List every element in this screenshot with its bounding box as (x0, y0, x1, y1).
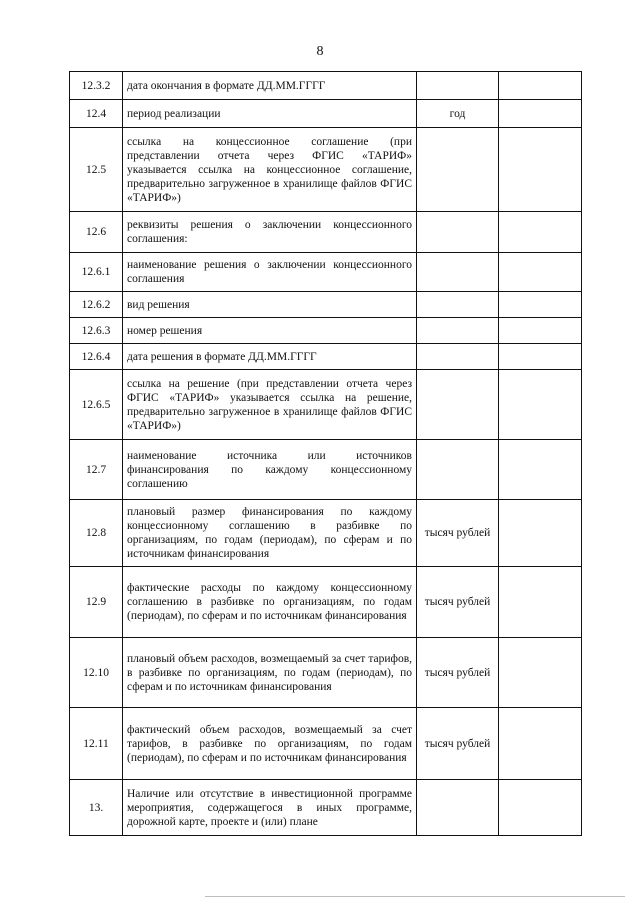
row-value (499, 780, 582, 836)
table-row (70, 72, 582, 100)
row-value (499, 100, 582, 128)
row-number: 12.8 (70, 500, 123, 567)
row-description: реквизиты решения о заключении концессионного соглашения: (123, 212, 417, 253)
row-description: фактический объем расходов, возмещаемый за счет тарифов, в разбивке по организациям, по годам (периодам), по сферам и по источникам финансирования (123, 708, 417, 780)
row-value (499, 638, 582, 708)
table-row (70, 370, 582, 440)
row-unit (417, 318, 499, 344)
row-description: плановый размер финансирования по каждому концессионному соглашению в разбивке по организациям, по годам (периодам), по сферам и по источникам финансирования (123, 500, 417, 567)
row-value (499, 128, 582, 212)
row-description: номер решения (123, 318, 417, 344)
row-number: 12.6 (70, 212, 123, 253)
row-unit (417, 370, 499, 440)
row-description: ссылка на концессионное соглашение (при представлении отчета через ФГИС «ТАРИФ» указывается ссылка на концессионное соглашение, предварительно загруженное в хранилище файлов ФГИС «ТАРИФ») (123, 128, 417, 212)
row-description: плановый объем расходов, возмещаемый за счет тарифов, в разбивке по организациям, по годам (периодам), по сферам и по источникам финансирования (123, 638, 417, 708)
row-unit (417, 780, 499, 836)
row-number: 12.10 (70, 638, 123, 708)
row-value (499, 708, 582, 780)
row-unit (417, 72, 499, 100)
row-value (499, 292, 582, 318)
row-unit (417, 440, 499, 500)
row-number: 12.9 (70, 567, 123, 638)
table-row (70, 780, 582, 836)
row-number: 12.6.5 (70, 370, 123, 440)
row-number: 12.6.3 (70, 318, 123, 344)
row-description: наименование решения о заключении концессионного соглашения (123, 253, 417, 292)
table-row (70, 253, 582, 292)
row-description: вид решения (123, 292, 417, 318)
row-number: 12.6.1 (70, 253, 123, 292)
row-value (499, 253, 582, 292)
row-number: 12.5 (70, 128, 123, 212)
row-description: фактические расходы по каждому концессионному соглашению в разбивке по организациям, по годам (периодам), по сферам и по источникам финансирования (123, 567, 417, 638)
row-value (499, 440, 582, 500)
row-number: 13. (70, 780, 123, 836)
row-number: 12.4 (70, 100, 123, 128)
page-number: 8 (316, 44, 324, 59)
row-unit (417, 292, 499, 318)
row-description: наименование источника или источников финансирования по каждому концессионному соглашению (123, 440, 417, 500)
row-value (499, 567, 582, 638)
row-number: 12.6.2 (70, 292, 123, 318)
table-row (70, 500, 582, 567)
row-description: дата решения в формате ДД.ММ.ГГГГ (123, 344, 417, 370)
table-row (70, 100, 582, 128)
table-row (70, 567, 582, 638)
row-description: Наличие или отсутствие в инвестиционной программе мероприятия, содержащегося в иных программе, дорожной карте, проекте и (или) плане (123, 780, 417, 836)
indicator-table (69, 71, 582, 836)
row-description: ссылка на решение (при представлении отчета через ФГИС «ТАРИФ» указывается ссылка на решение, предварительно загруженное в хранилище файлов ФГИС «ТАРИФ») (123, 370, 417, 440)
table-row (70, 212, 582, 253)
table-row (70, 292, 582, 318)
row-unit (417, 344, 499, 370)
row-number: 12.7 (70, 440, 123, 500)
row-unit: тысяч рублей (417, 567, 499, 638)
row-description: период реализации (123, 100, 417, 128)
table-row (70, 440, 582, 500)
row-number: 12.3.2 (70, 72, 123, 100)
table-row (70, 708, 582, 780)
table-row (70, 638, 582, 708)
row-number: 12.11 (70, 708, 123, 780)
row-value (499, 344, 582, 370)
row-value (499, 318, 582, 344)
scan-edge-line (205, 896, 625, 897)
row-value (499, 500, 582, 567)
table-row (70, 318, 582, 344)
row-value (499, 72, 582, 100)
table-row (70, 344, 582, 370)
row-description: дата окончания в формате ДД.ММ.ГГГГ (123, 72, 417, 100)
row-number: 12.6.4 (70, 344, 123, 370)
row-value (499, 212, 582, 253)
row-unit (417, 253, 499, 292)
row-value (499, 370, 582, 440)
row-unit (417, 128, 499, 212)
row-unit: год (417, 100, 499, 128)
row-unit: тысяч рублей (417, 500, 499, 567)
row-unit: тысяч рублей (417, 638, 499, 708)
row-unit: тысяч рублей (417, 708, 499, 780)
row-unit (417, 212, 499, 253)
table-row (70, 128, 582, 212)
